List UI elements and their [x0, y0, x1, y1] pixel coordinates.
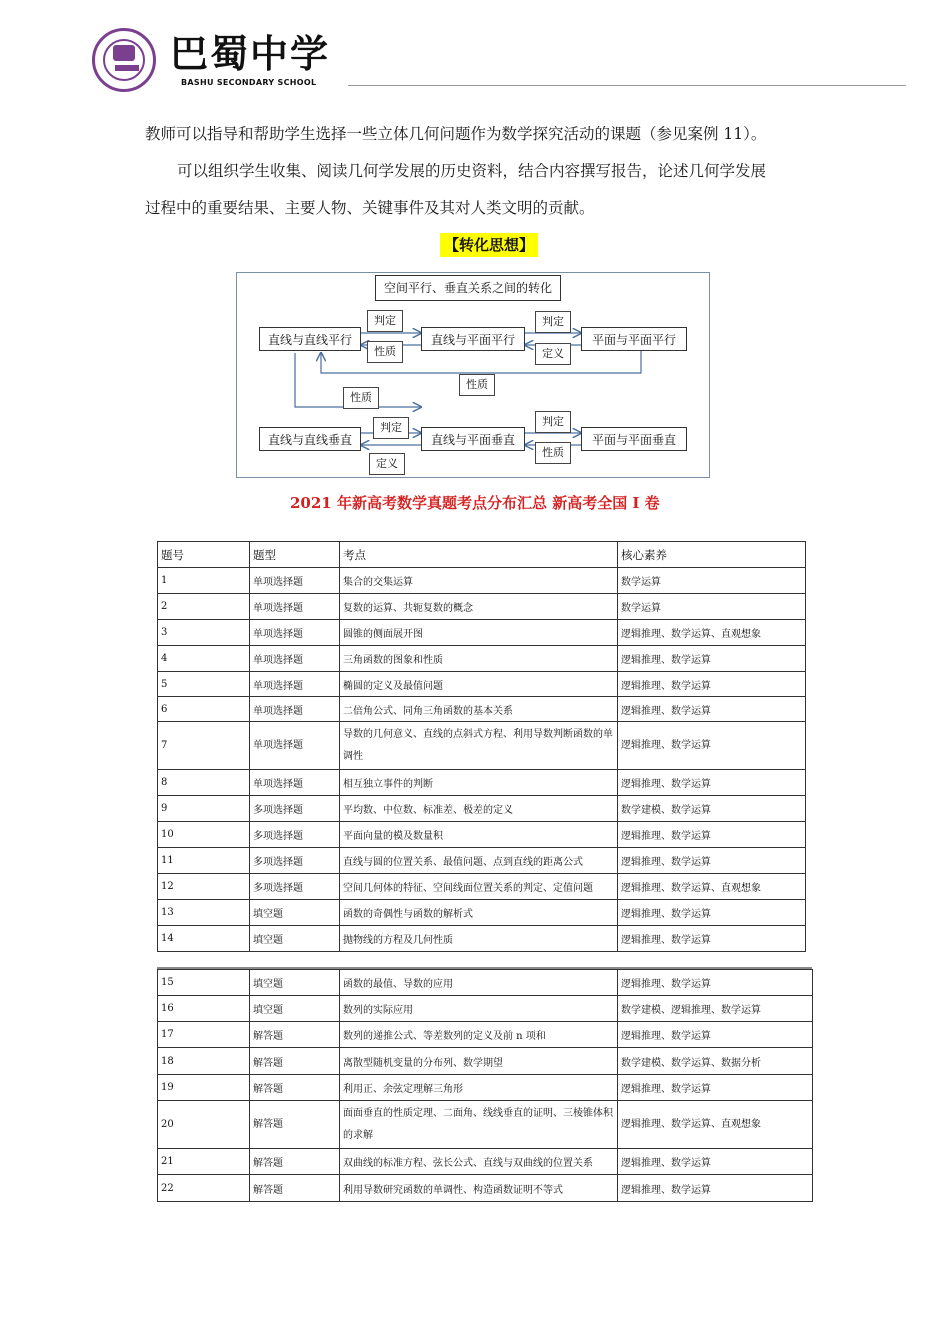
cell-question-type: 填空题	[250, 900, 340, 926]
school-name-cn: 巴蜀中学	[170, 32, 331, 76]
cell-question-type: 多项选择题	[250, 848, 340, 874]
cell-core-literacy: 逻辑推理、数学运算	[618, 697, 806, 722]
cell-question-type: 单项选择题	[250, 697, 340, 722]
table-row	[158, 1175, 813, 1202]
cell-question-type: 解答题	[250, 1048, 340, 1075]
table-row	[158, 900, 806, 926]
cell-core-literacy: 逻辑推理、数学运算	[618, 770, 806, 796]
node-plane-plane-parallel: 平面与平面平行	[581, 327, 687, 351]
cell-core-literacy: 数学运算	[618, 594, 806, 620]
cell-question-type: 解答题	[250, 1022, 340, 1048]
node-line-plane-parallel: 直线与平面平行	[421, 327, 525, 351]
cell-core-literacy: 逻辑推理、数学运算、直观想象	[618, 874, 806, 900]
node-line-line-perpendicular: 直线与直线垂直	[259, 427, 361, 451]
cell-exam-point: 函数的奇偶性与函数的解析式	[340, 900, 618, 926]
school-name-en: BASHU SECONDARY SCHOOL	[181, 78, 317, 87]
cell-exam-point: 平均数、中位数、标准差、极差的定义	[340, 796, 618, 822]
cell-core-literacy: 数学运算	[618, 568, 806, 594]
table-body-part2	[158, 970, 813, 1202]
cell-question-number: 15	[158, 970, 250, 996]
cell-core-literacy: 逻辑推理、数学运算	[618, 1075, 813, 1101]
cell-core-literacy: 数学建模、数学运算、数据分析	[618, 1048, 813, 1075]
table-row	[158, 568, 806, 594]
cell-question-number: 11	[158, 848, 250, 874]
label-judge-bottom-left: 判定	[373, 417, 409, 439]
cell-question-number: 17	[158, 1022, 250, 1048]
cell-question-number: 6	[158, 697, 250, 722]
cell-exam-point: 导数的几何意义、直线的点斜式方程、利用导数判断函数的单调性	[340, 722, 618, 770]
cell-core-literacy: 数学建模、逻辑推理、数学运算	[618, 996, 813, 1022]
cell-question-number: 1	[158, 568, 250, 594]
cell-question-number: 19	[158, 1075, 250, 1101]
node-line-line-parallel: 直线与直线平行	[259, 327, 361, 351]
cell-question-number: 9	[158, 796, 250, 822]
header-core-literacy: 核心素养	[618, 542, 806, 568]
table-row	[158, 722, 806, 770]
table-row	[158, 770, 806, 796]
cell-exam-point: 椭圆的定义及最值问题	[340, 672, 618, 697]
cell-question-number: 5	[158, 672, 250, 697]
cell-core-literacy: 逻辑推理、数学运算	[618, 1022, 813, 1048]
table-row	[158, 594, 806, 620]
node-plane-plane-perpendicular: 平面与平面垂直	[581, 427, 687, 451]
cell-exam-point: 离散型随机变量的分布列、数学期望	[340, 1048, 618, 1075]
cell-question-number: 20	[158, 1101, 250, 1149]
cell-question-type: 解答题	[250, 1149, 340, 1175]
diagram-title: 空间平行、垂直关系之间的转化	[375, 275, 561, 301]
cell-exam-point: 空间几何体的特征、空间线面位置关系的判定、定值问题	[340, 874, 618, 900]
label-definition-bottom-left: 定义	[369, 453, 405, 475]
cell-exam-point: 抛物线的方程及几何性质	[340, 926, 618, 952]
cell-question-number: 4	[158, 646, 250, 672]
cell-core-literacy: 数学建模、数学运算	[618, 796, 806, 822]
cell-question-number: 18	[158, 1048, 250, 1075]
cell-exam-point: 数列的实际应用	[340, 996, 618, 1022]
table-body-part1	[158, 568, 806, 952]
cell-question-type: 单项选择题	[250, 646, 340, 672]
table-row	[158, 822, 806, 848]
cell-question-type: 填空题	[250, 996, 340, 1022]
table-row	[158, 1101, 813, 1149]
cell-question-type: 单项选择题	[250, 672, 340, 697]
cell-question-type: 解答题	[250, 1101, 340, 1149]
header-exam-point: 考点	[340, 542, 618, 568]
cell-exam-point: 三角函数的图象和性质	[340, 646, 618, 672]
cell-question-type: 解答题	[250, 1075, 340, 1101]
label-judge-top-left: 判定	[367, 310, 403, 332]
label-definition-top-right: 定义	[535, 343, 571, 365]
label-property-lower: 性质	[343, 387, 379, 409]
cell-exam-point: 集合的交集运算	[340, 568, 618, 594]
cell-core-literacy: 逻辑推理、数学运算	[618, 672, 806, 697]
cell-question-type: 多项选择题	[250, 822, 340, 848]
cell-question-number: 3	[158, 620, 250, 646]
table-row	[158, 796, 806, 822]
cell-exam-point: 平面向量的模及数量积	[340, 822, 618, 848]
cell-exam-point: 函数的最值、导数的应用	[340, 970, 618, 996]
table-row	[158, 874, 806, 900]
cell-core-literacy: 逻辑推理、数学运算	[618, 646, 806, 672]
cell-question-number: 16	[158, 996, 250, 1022]
cell-core-literacy: 逻辑推理、数学运算	[618, 848, 806, 874]
table-row	[158, 646, 806, 672]
school-seal-logo	[92, 28, 156, 92]
cell-core-literacy: 逻辑推理、数学运算、直观想象	[618, 1101, 813, 1149]
header-divider	[348, 85, 906, 86]
cell-question-number: 22	[158, 1175, 250, 1202]
cell-core-literacy: 逻辑推理、数学运算	[618, 722, 806, 770]
cell-exam-point: 面面垂直的性质定理、二面角、线线垂直的证明、三棱锥体积的求解	[340, 1101, 618, 1149]
seal-emblem	[113, 45, 135, 61]
paragraph-3: 过程中的重要结果、主要人物、关键事件及其对人类文明的贡献。	[145, 199, 595, 217]
cell-core-literacy: 逻辑推理、数学运算	[618, 970, 813, 996]
cell-core-literacy: 逻辑推理、数学运算	[618, 926, 806, 952]
cell-question-number: 8	[158, 770, 250, 796]
table-row	[158, 996, 813, 1022]
cell-question-number: 12	[158, 874, 250, 900]
cell-exam-point: 复数的运算、共轭复数的概念	[340, 594, 618, 620]
cell-exam-point: 直线与圆的位置关系、最值问题、点到直线的距离公式	[340, 848, 618, 874]
cell-question-number: 7	[158, 722, 250, 770]
paragraph-2: 可以组织学生收集、阅读几何学发展的历史资料，结合内容撰写报告，论述几何学发展	[177, 162, 767, 180]
header-question-number: 题号	[158, 542, 250, 568]
table-row	[158, 672, 806, 697]
cell-exam-point: 利用正、余弦定理解三角形	[340, 1075, 618, 1101]
table-row	[158, 1022, 813, 1048]
label-property-bottom-right: 性质	[535, 442, 571, 464]
cell-question-type: 多项选择题	[250, 796, 340, 822]
table-row	[158, 1048, 813, 1075]
label-judge-bottom-right: 判定	[535, 411, 571, 433]
cell-core-literacy: 逻辑推理、数学运算	[618, 822, 806, 848]
table-row	[158, 926, 806, 952]
label-property-middle: 性质	[459, 374, 495, 396]
table-header-row	[158, 542, 806, 568]
cell-question-type: 填空题	[250, 970, 340, 996]
cell-question-number: 2	[158, 594, 250, 620]
cell-question-type: 单项选择题	[250, 594, 340, 620]
node-line-plane-perpendicular: 直线与平面垂直	[421, 427, 525, 451]
cell-question-type: 单项选择题	[250, 620, 340, 646]
cell-exam-point: 双曲线的标准方程、弦长公式、直线与双曲线的位置关系	[340, 1149, 618, 1175]
exam-points-table-part1	[157, 541, 806, 952]
cell-core-literacy: 逻辑推理、数学运算	[618, 1175, 813, 1202]
cell-exam-point: 利用导数研究函数的单调性、构造函数证明不等式	[340, 1175, 618, 1202]
table-row	[158, 697, 806, 722]
header-question-type: 题型	[250, 542, 340, 568]
seal-year-band	[115, 65, 139, 71]
table-row	[158, 1149, 813, 1175]
paragraph-1: 教师可以指导和帮助学生选择一些立体几何问题作为数学探究活动的课题（参见案例 11）。	[145, 125, 767, 143]
cell-question-type: 解答题	[250, 1175, 340, 1202]
table-row	[158, 970, 813, 996]
cell-question-type: 填空题	[250, 926, 340, 952]
cell-core-literacy: 逻辑推理、数学运算	[618, 1149, 813, 1175]
cell-exam-point: 二倍角公式、同角三角函数的基本关系	[340, 697, 618, 722]
transformation-diagram	[236, 272, 710, 478]
cell-question-number: 13	[158, 900, 250, 926]
cell-exam-point: 数列的递推公式、等差数列的定义及前 n 项和	[340, 1022, 618, 1048]
cell-question-type: 单项选择题	[250, 722, 340, 770]
table-row	[158, 848, 806, 874]
table-heading: 2021 年新高考数学真题考点分布汇总 新高考全国 I 卷	[290, 494, 660, 512]
label-property-top-left: 性质	[367, 341, 403, 363]
cell-exam-point: 相互独立事件的判断	[340, 770, 618, 796]
cell-question-type: 单项选择题	[250, 770, 340, 796]
cell-question-number: 21	[158, 1149, 250, 1175]
cell-question-number: 10	[158, 822, 250, 848]
cell-exam-point: 圆锥的侧面展开图	[340, 620, 618, 646]
exam-points-table-part2	[157, 969, 813, 1202]
cell-question-type: 多项选择题	[250, 874, 340, 900]
cell-core-literacy: 逻辑推理、数学运算	[618, 900, 806, 926]
section-title: 【转化思想】	[440, 233, 538, 257]
cell-question-type: 单项选择题	[250, 568, 340, 594]
cell-question-number: 14	[158, 926, 250, 952]
table-row	[158, 1075, 813, 1101]
cell-core-literacy: 逻辑推理、数学运算、直观想象	[618, 620, 806, 646]
table-row	[158, 620, 806, 646]
label-judge-top-right: 判定	[535, 311, 571, 333]
